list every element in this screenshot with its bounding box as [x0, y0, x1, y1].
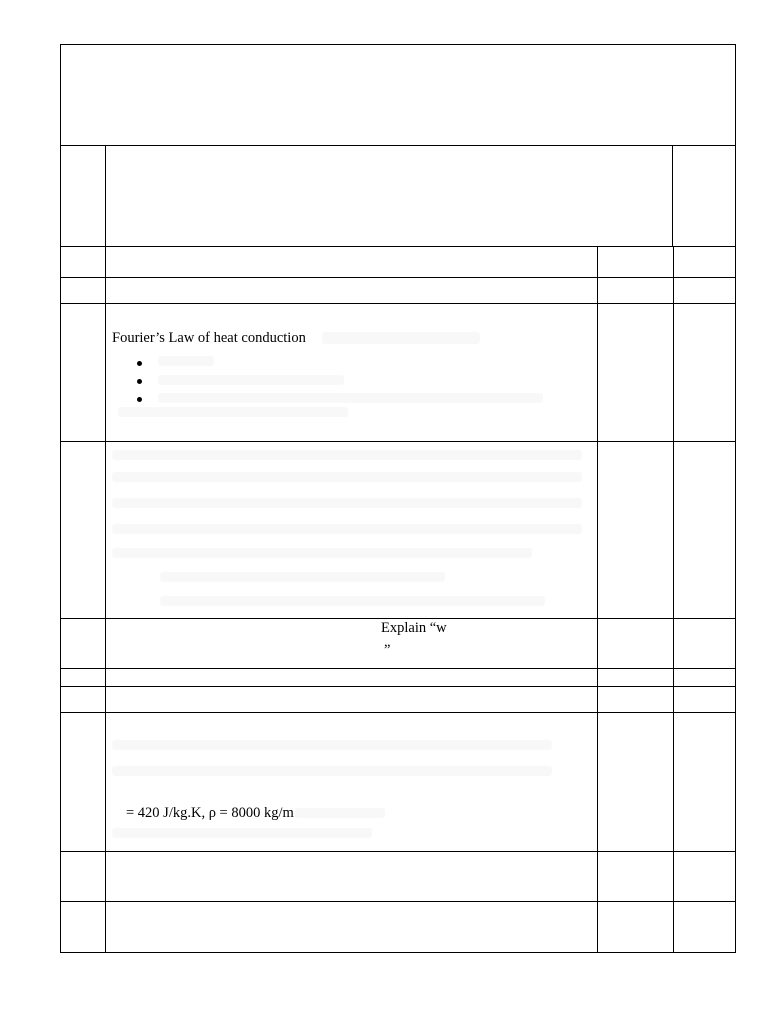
redacted-text — [158, 375, 344, 385]
row-divider-column-header — [60, 246, 736, 247]
row-divider — [60, 303, 736, 304]
column-divider-marks — [673, 246, 674, 953]
redacted-text — [160, 596, 545, 606]
redacted-text — [112, 524, 582, 534]
redacted-text — [112, 450, 582, 460]
redacted-text — [112, 498, 582, 508]
redacted-text — [112, 472, 582, 482]
material-properties-text: = 420 J/kg.K, ρ = 8000 kg/m — [126, 805, 294, 821]
fourier-law-heading: Fourier’s Law of heat conduction — [112, 330, 306, 346]
redacted-text — [295, 808, 385, 818]
row-divider — [60, 851, 736, 852]
row-divider — [60, 668, 736, 669]
explain-question-closing-quote: ” — [384, 642, 391, 658]
row-divider — [60, 441, 736, 442]
redacted-text — [112, 766, 552, 776]
redacted-text — [112, 828, 372, 838]
row-divider — [60, 901, 736, 902]
explain-question-text: Explain “w — [381, 620, 447, 636]
redacted-text — [112, 740, 552, 750]
bullet-point — [137, 361, 142, 366]
column-divider-question — [597, 246, 598, 953]
row-divider — [60, 277, 736, 278]
redacted-text — [160, 572, 445, 582]
column-divider-instruction-right — [672, 145, 673, 247]
redacted-text — [158, 393, 543, 403]
redacted-text — [112, 548, 532, 558]
bullet-point — [137, 379, 142, 384]
row-divider-header — [60, 145, 736, 146]
bullet-point — [137, 397, 142, 402]
redacted-text — [158, 356, 214, 366]
row-divider — [60, 686, 736, 687]
row-divider — [60, 712, 736, 713]
redacted-text — [322, 332, 480, 344]
column-divider-number — [105, 145, 106, 953]
redacted-text — [118, 407, 348, 417]
